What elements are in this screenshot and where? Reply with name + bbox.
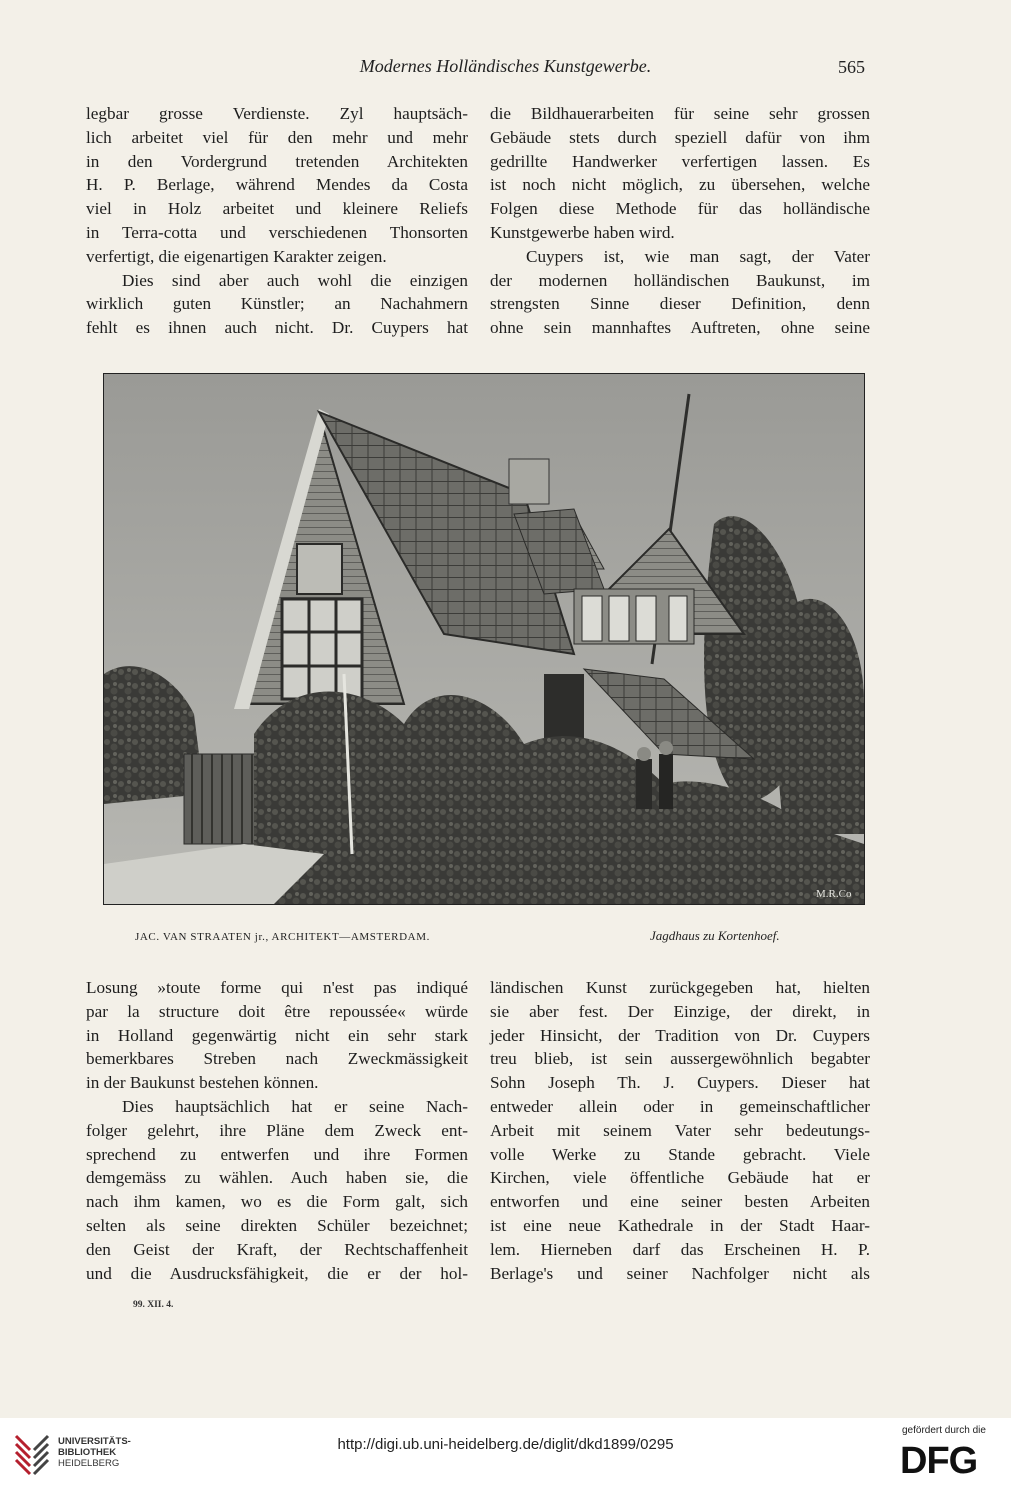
text-line: Dies sind aber auch wohl die einzigen — [122, 270, 468, 290]
text-line: jeder Hinsicht, der Tradition von Dr. Cuypers — [490, 1025, 870, 1045]
text-line: legbar grosse Verdienste. Zyl hauptsäch- — [86, 104, 468, 123]
figure-caption-title: Jagdhaus zu Kortenhoef. — [650, 928, 780, 943]
hunting-lodge-illustration — [104, 374, 864, 904]
gable-window — [282, 599, 362, 699]
text-line: volle Werke zu Stande gebracht. Viele — [490, 1144, 870, 1164]
text-column-top-right — [490, 102, 870, 340]
text-line: sie aber fest. Der Einzige, der direkt, in — [490, 1001, 870, 1021]
text-line: ist noch nicht möglich, zu übersehen, welche — [490, 175, 870, 195]
text-line: entworfen und eine seiner besten Arbeiten — [490, 1192, 870, 1212]
funding-label: gefördert durch die — [902, 1425, 986, 1436]
text-line: gedrillte Handwerker verfertigen lassen. Es — [490, 151, 870, 171]
text-line: strengsten Sinne dieser Definition, denn — [490, 294, 870, 314]
text-line: ist eine neue Kathedrale in der Stadt Haar- — [490, 1215, 870, 1235]
veranda-window-2 — [609, 596, 629, 641]
plate-mark: M.R.Co — [816, 888, 852, 900]
figure-woman-head — [637, 747, 651, 761]
text-column-bottom-right — [490, 976, 870, 1285]
library-name-line-1: UNIVERSITÄTS- — [58, 1436, 131, 1447]
text-line: Arbeit mit seinem Vater sehr bedeutungs- — [490, 1120, 870, 1140]
text-line: entweder allein oder in gemeinschaftlicher — [490, 1096, 870, 1116]
text-line: Cuypers ist, wie man sagt, der Vater — [526, 246, 870, 266]
text-line: lich arbeitet viel für den mehr und mehr — [86, 127, 468, 147]
text-line: Folgen diese Methode für das holländische — [490, 199, 870, 219]
veranda-window-3 — [636, 596, 656, 641]
text-line: die Bildhauerarbeiten für seine sehr grossen — [490, 104, 870, 123]
text-line: Sohn Joseph Th. J. Cuypers. Dieser hat — [490, 1073, 870, 1093]
text-line: in der Baukunst bestehen können. — [86, 1073, 319, 1093]
text-line: verfertigt, die eigenartigen Karakter zeigen. — [86, 246, 387, 266]
text-line: par la structure doit être repoussée« würde — [86, 1001, 468, 1021]
text-column-top-left — [86, 102, 468, 340]
text-line: sprechend zu entwerfen und ihre Formen — [86, 1144, 468, 1164]
text-line: treu blieb, ist sein aussergewöhnlich begabter — [490, 1049, 870, 1069]
permalink-url[interactable]: http://digi.ub.uni-heidelberg.de/diglit/dkd1899/0295 — [337, 1436, 674, 1453]
house-photograph — [103, 373, 865, 905]
text-line: Losung »toute forme qui n'est pas indiqué — [86, 978, 468, 997]
text-line: selten als seine direkten Schüler bezeichnet; — [86, 1215, 468, 1235]
text-line: ländischen Kunst zurückgegeben hat, hielten — [490, 978, 870, 997]
text-line: der modernen holländischen Baukunst, im — [490, 270, 870, 290]
text-line: in Holland gegenwärtig nicht ein sehr stark — [86, 1025, 468, 1045]
text-line: Kunstgewerbe haben wird. — [490, 222, 675, 242]
text-line: ohne sein mannhaftes Auftreten, ohne seine — [490, 318, 870, 338]
text-line: Dies hauptsächlich hat er seine Nach- — [122, 1096, 468, 1116]
dfg-logo[interactable]: DFG — [900, 1440, 978, 1482]
text-line: folger gelehrt, ihre Pläne dem Zweck ent- — [86, 1120, 468, 1140]
footer-bar — [0, 1418, 1011, 1488]
text-line: Kirchen, viele öffentliche Gebäude hat er — [490, 1168, 870, 1188]
text-line: fehlt es ihnen auch nicht. Dr. Cuypers hat — [86, 318, 468, 338]
text-line: in den Vordergrund tretenden Architekten — [86, 151, 468, 171]
text-line: H. P. Berlage, während Mendes da Costa — [86, 175, 468, 195]
figure-woman — [636, 759, 652, 809]
text-line: Gebäude stets durch speziell dafür von ihm — [490, 127, 870, 147]
text-line: lem. Hierneben darf das Erscheinen H. P. — [490, 1239, 870, 1259]
veranda-window-4 — [669, 596, 687, 641]
signature-mark: 99. XII. 4. — [133, 1300, 174, 1310]
text-line: und die Ausdrucksfähigkeit, die er der hol- — [86, 1263, 468, 1283]
upper-window — [297, 544, 342, 594]
text-line: wirklich guten Künstler; an Nachahmern — [86, 294, 468, 314]
figure-man — [659, 754, 673, 809]
text-line: den Geist der Kraft, der Rechtschaffenheit — [86, 1239, 468, 1259]
text-line: in Terra-cotta und verschiedenen Thonsorten — [86, 222, 468, 242]
text-line: viel in Holz arbeitet und kleinere Reliefs — [86, 199, 468, 219]
text-line: Berlage's und seiner Nachfolger nicht als — [490, 1263, 870, 1283]
page-number: 565 — [838, 57, 865, 77]
library-name-line-3: HEIDELBERG — [58, 1458, 120, 1469]
veranda-window-1 — [582, 596, 602, 641]
running-title: Modernes Holländisches Kunstgewerbe. — [359, 56, 652, 76]
gate-slats — [192, 754, 252, 844]
figure-man-head — [659, 741, 673, 755]
text-line: bemerkbares Streben nach Zweckmässigkeit — [86, 1049, 468, 1069]
chimney — [509, 459, 549, 504]
text-line: demgemäss zu wählen. Auch haben sie, die — [86, 1168, 468, 1188]
library-name-line-2: BIBLIOTHEK — [58, 1447, 117, 1458]
text-line: nach ihm kamen, wo es die Form galt, sich — [86, 1192, 468, 1212]
figure-caption-architect: JAC. VAN STRAATEN jr., ARCHITEKT—AMSTERDAM. — [135, 931, 430, 943]
text-column-bottom-left — [86, 976, 468, 1285]
